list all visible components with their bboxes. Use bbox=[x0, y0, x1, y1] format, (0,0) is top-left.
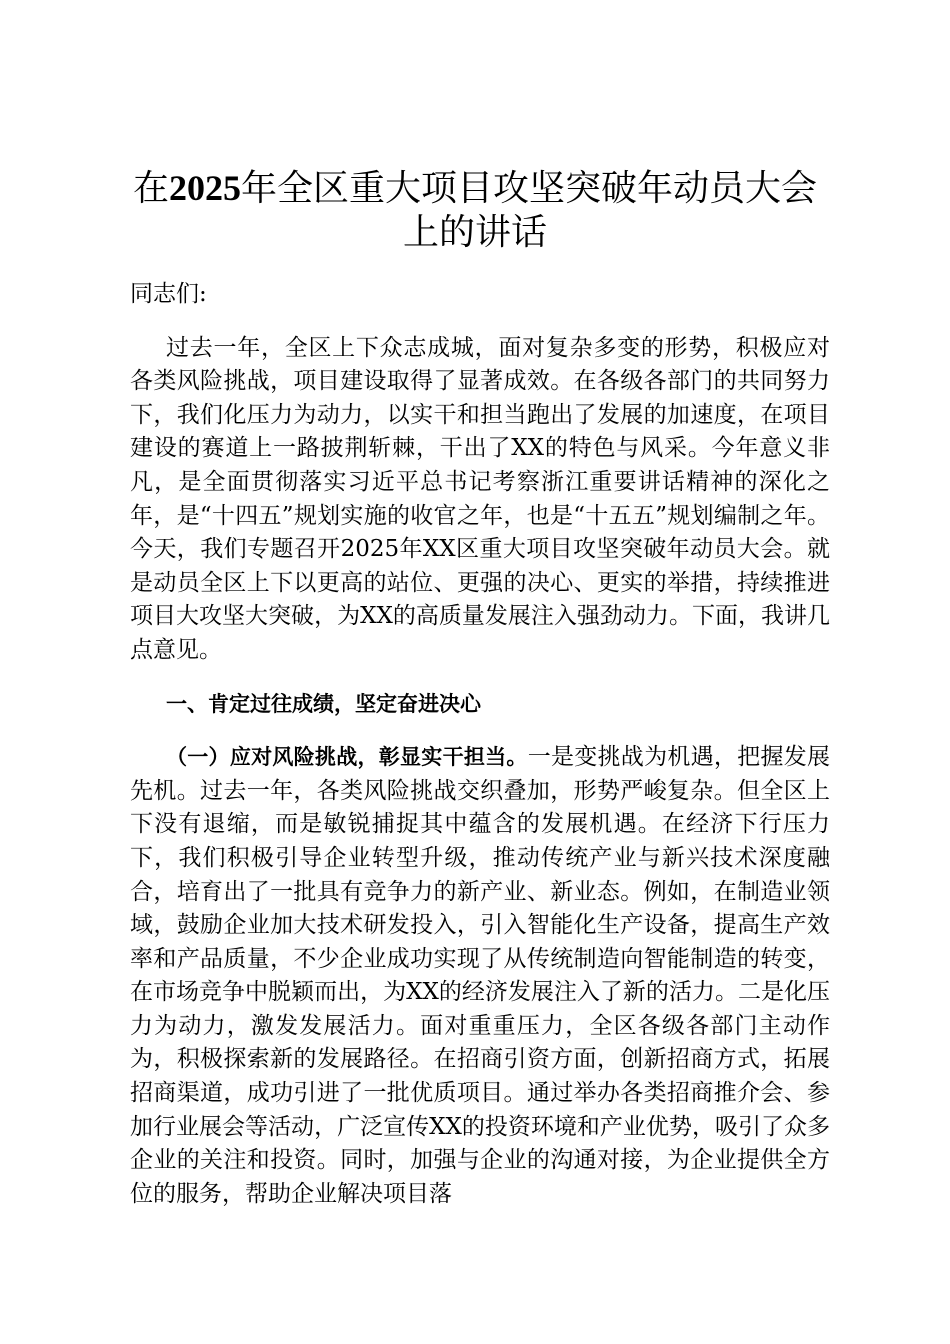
section-heading: 一、肯定过往成绩，坚定奋进决心 bbox=[166, 691, 481, 716]
title-suffix: 年全区重大项目攻坚突破年动员大会上的讲话 bbox=[241, 168, 818, 253]
document-title bbox=[130, 166, 820, 255]
intro-paragraph: 过去一年，全区上下众志成城，面对复杂多变的形势，积极应对各类风险挑战，项目建设取得了显著成效。在各级各部门的共同努力下，我们化压力为动力，以实干和担当跑出了发展的加速度，在项目建设的赛道上一路披荆斩棘，干出了XX的特色与风采。今年意义非凡，是全面贯彻落实习近平总书记考察浙江重要讲话精神的深化之年，是“十四五”规划实施的收官之年，也是“十五五”规划编制之年。今天，我们专题召开2025年XX区重大项目攻坚突破年动员大会。就是动员全区上下以更高的站位、更强的决心、更实的举措，持续推进项目大攻坚大突破，为XX的高质量发展注入强劲动力。下面，我讲几点意见。 bbox=[130, 334, 830, 663]
document-body bbox=[130, 278, 830, 1211]
spacer bbox=[130, 668, 830, 688]
salutation: 同志们: bbox=[130, 281, 207, 307]
subsection-paragraph bbox=[130, 741, 830, 1211]
subsection-text: 一是变挑战为机遇，把握发展先机。过去一年，各类风险挑战交织叠加，形势严峻复杂。但全区上下没有退缩，而是敏锐捕捉其中蕴含的发展机遇。在经济下行压力下，我们积极引导企业转型升级，推动传统产业与新兴技术深度融合，培育出了一批具有竞争力的新产业、新业态。例如，在制造业领域，鼓励企业加大技术研发投入，引入智能化生产设备，提高生产效率和产品质量，不少企业成功实现了从传统制造向智能制造的转变，在市场竞争中脱颖而出，为XX的经济发展注入了新的活力。二是化压力为动力，激发发展活力。面对重重压力，全区各级各部门主动作为，积极探索新的发展路径。在招商引资方面，创新招商方式，拓展招商渠道，成功引进了一批优质项目。通过举办各类招商推介会、参加行业展会等活动，广泛宣传XX的投资环境和产业优势，吸引了众多企业的关注和投资。同时，加强与企业的沟通对接，为企业提供全方位的服务，帮助企业解决项目落 bbox=[130, 744, 831, 1207]
title-year: 2025 bbox=[169, 168, 241, 208]
subsection-heading: （一）应对风险挑战，彰显实干担当。 bbox=[166, 745, 528, 770]
title-prefix: 在 bbox=[132, 168, 169, 209]
spacer bbox=[130, 721, 830, 741]
spacer bbox=[130, 312, 830, 332]
